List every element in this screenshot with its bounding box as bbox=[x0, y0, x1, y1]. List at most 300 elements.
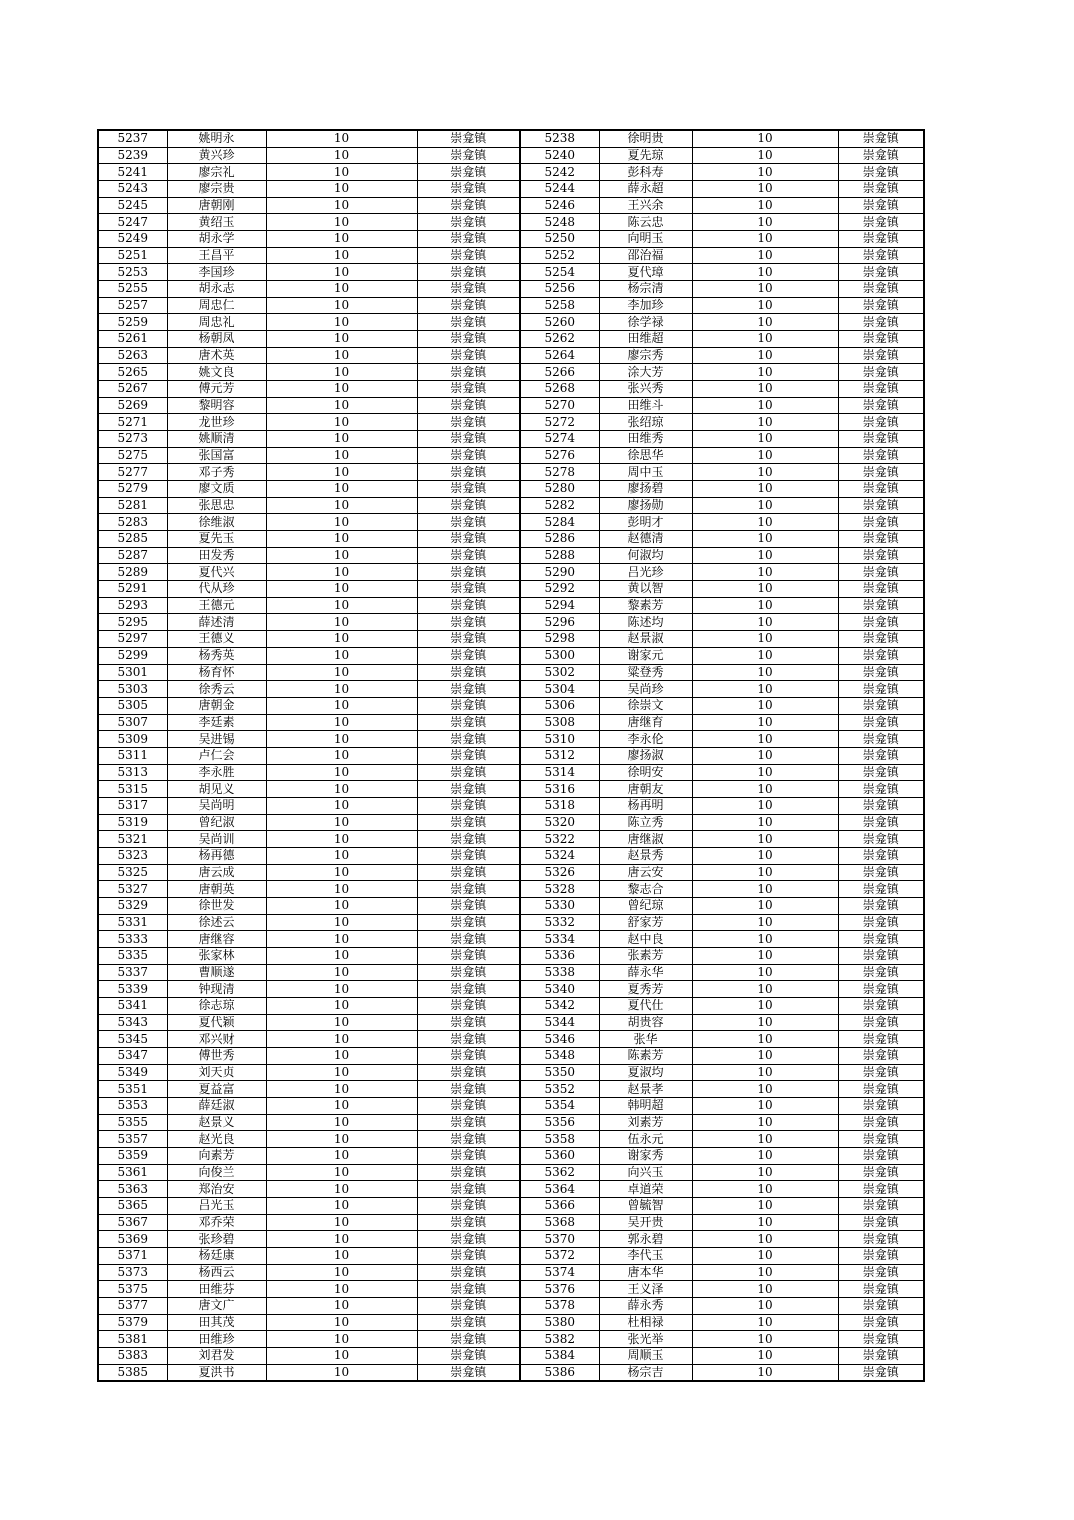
serial-cell: 5251 bbox=[98, 247, 167, 264]
serial-cell: 5313 bbox=[98, 764, 167, 781]
amount-cell: 10 bbox=[266, 264, 417, 281]
town-cell: 崇龛镇 bbox=[417, 614, 520, 631]
amount-cell: 10 bbox=[266, 564, 417, 581]
town-cell: 崇龛镇 bbox=[417, 1281, 520, 1298]
town-cell: 崇龛镇 bbox=[417, 697, 520, 714]
name-cell: 郑治安 bbox=[167, 1181, 266, 1198]
amount-cell: 10 bbox=[692, 931, 838, 948]
amount-cell: 10 bbox=[266, 731, 417, 748]
table-row bbox=[98, 231, 924, 248]
amount-cell: 10 bbox=[266, 714, 417, 731]
name-cell: 钟现清 bbox=[167, 981, 266, 998]
town-cell: 崇龛镇 bbox=[417, 1147, 520, 1164]
table-row bbox=[98, 247, 924, 264]
table-row bbox=[98, 831, 924, 848]
amount-cell: 10 bbox=[266, 947, 417, 964]
table-row bbox=[98, 464, 924, 481]
town-cell: 崇龛镇 bbox=[417, 631, 520, 648]
serial-cell: 5322 bbox=[520, 831, 599, 848]
table-row bbox=[98, 314, 924, 331]
amount-cell: 10 bbox=[692, 797, 838, 814]
amount-cell: 10 bbox=[266, 1198, 417, 1215]
name-cell: 曾纪琼 bbox=[599, 897, 692, 914]
name-cell: 曾毓智 bbox=[599, 1198, 692, 1215]
serial-cell: 5276 bbox=[520, 447, 599, 464]
serial-cell: 5305 bbox=[98, 697, 167, 714]
serial-cell: 5248 bbox=[520, 214, 599, 231]
table-row bbox=[98, 431, 924, 448]
serial-cell: 5243 bbox=[98, 181, 167, 198]
town-cell: 崇龛镇 bbox=[417, 1031, 520, 1048]
serial-cell: 5340 bbox=[520, 981, 599, 998]
name-cell: 谢家元 bbox=[599, 647, 692, 664]
amount-cell: 10 bbox=[692, 181, 838, 198]
amount-cell: 10 bbox=[266, 1264, 417, 1281]
name-cell: 廖扬淑 bbox=[599, 747, 692, 764]
town-cell: 崇龛镇 bbox=[838, 1348, 924, 1365]
town-cell: 崇龛镇 bbox=[838, 431, 924, 448]
amount-cell: 10 bbox=[692, 1064, 838, 1081]
amount-cell: 10 bbox=[692, 1131, 838, 1148]
amount-cell: 10 bbox=[266, 364, 417, 381]
serial-cell: 5372 bbox=[520, 1248, 599, 1265]
name-cell: 伍永元 bbox=[599, 1131, 692, 1148]
serial-cell: 5240 bbox=[520, 147, 599, 164]
amount-cell: 10 bbox=[266, 747, 417, 764]
amount-cell: 10 bbox=[692, 1114, 838, 1131]
amount-cell: 10 bbox=[266, 1298, 417, 1315]
town-cell: 崇龛镇 bbox=[417, 1014, 520, 1031]
serial-cell: 5288 bbox=[520, 547, 599, 564]
table-row bbox=[98, 1164, 924, 1181]
name-cell: 田维斗 bbox=[599, 397, 692, 414]
town-cell: 崇龛镇 bbox=[838, 564, 924, 581]
town-cell: 崇龛镇 bbox=[417, 447, 520, 464]
serial-cell: 5385 bbox=[98, 1364, 167, 1381]
name-cell: 张家林 bbox=[167, 947, 266, 964]
town-cell: 崇龛镇 bbox=[838, 497, 924, 514]
amount-cell: 10 bbox=[692, 331, 838, 348]
town-cell: 崇龛镇 bbox=[417, 347, 520, 364]
name-cell: 徐志琼 bbox=[167, 997, 266, 1014]
name-cell: 田发秀 bbox=[167, 547, 266, 564]
serial-cell: 5261 bbox=[98, 331, 167, 348]
town-cell: 崇龛镇 bbox=[417, 964, 520, 981]
table-row bbox=[98, 1114, 924, 1131]
name-cell: 廖宗礼 bbox=[167, 164, 266, 181]
amount-cell: 10 bbox=[266, 897, 417, 914]
serial-cell: 5350 bbox=[520, 1064, 599, 1081]
name-cell: 唐朝英 bbox=[167, 881, 266, 898]
serial-cell: 5247 bbox=[98, 214, 167, 231]
name-cell: 杜相禄 bbox=[599, 1314, 692, 1331]
amount-cell: 10 bbox=[692, 464, 838, 481]
amount-cell: 10 bbox=[692, 831, 838, 848]
amount-cell: 10 bbox=[266, 397, 417, 414]
amount-cell: 10 bbox=[266, 931, 417, 948]
town-cell: 崇龛镇 bbox=[417, 997, 520, 1014]
serial-cell: 5293 bbox=[98, 597, 167, 614]
amount-cell: 10 bbox=[692, 1231, 838, 1248]
table-row bbox=[98, 514, 924, 531]
serial-cell: 5310 bbox=[520, 731, 599, 748]
name-cell: 代从珍 bbox=[167, 581, 266, 598]
name-cell: 谢家秀 bbox=[599, 1147, 692, 1164]
serial-cell: 5326 bbox=[520, 864, 599, 881]
name-cell: 夏代兴 bbox=[167, 564, 266, 581]
name-cell: 粱登秀 bbox=[599, 664, 692, 681]
amount-cell: 10 bbox=[266, 297, 417, 314]
amount-cell: 10 bbox=[692, 1331, 838, 1348]
name-cell: 黄兴珍 bbox=[167, 147, 266, 164]
name-cell: 唐云成 bbox=[167, 864, 266, 881]
name-cell: 田维珍 bbox=[167, 1331, 266, 1348]
amount-cell: 10 bbox=[692, 314, 838, 331]
table-row bbox=[98, 714, 924, 731]
serial-cell: 5314 bbox=[520, 764, 599, 781]
serial-cell: 5368 bbox=[520, 1214, 599, 1231]
name-cell: 夏先琼 bbox=[599, 147, 692, 164]
name-cell: 杨育怀 bbox=[167, 664, 266, 681]
table-row bbox=[98, 1097, 924, 1114]
town-cell: 崇龛镇 bbox=[838, 130, 924, 147]
name-cell: 胡永学 bbox=[167, 231, 266, 248]
name-cell: 姚文良 bbox=[167, 364, 266, 381]
serial-cell: 5347 bbox=[98, 1047, 167, 1064]
serial-cell: 5317 bbox=[98, 797, 167, 814]
table-row bbox=[98, 1348, 924, 1365]
town-cell: 崇龛镇 bbox=[838, 414, 924, 431]
name-cell: 刘素芳 bbox=[599, 1114, 692, 1131]
amount-cell: 10 bbox=[692, 681, 838, 698]
amount-cell: 10 bbox=[266, 1281, 417, 1298]
amount-cell: 10 bbox=[266, 697, 417, 714]
name-cell: 黎素芳 bbox=[599, 597, 692, 614]
serial-cell: 5361 bbox=[98, 1164, 167, 1181]
table-row bbox=[98, 947, 924, 964]
town-cell: 崇龛镇 bbox=[417, 1248, 520, 1265]
serial-cell: 5328 bbox=[520, 881, 599, 898]
amount-cell: 10 bbox=[692, 631, 838, 648]
amount-cell: 10 bbox=[266, 514, 417, 531]
name-cell: 薛永秀 bbox=[599, 1298, 692, 1315]
name-cell: 赵中良 bbox=[599, 931, 692, 948]
town-cell: 崇龛镇 bbox=[417, 1081, 520, 1098]
name-cell: 赵景义 bbox=[167, 1114, 266, 1131]
amount-cell: 10 bbox=[692, 1214, 838, 1231]
serial-cell: 5278 bbox=[520, 464, 599, 481]
town-cell: 崇龛镇 bbox=[838, 747, 924, 764]
amount-cell: 10 bbox=[266, 814, 417, 831]
serial-cell: 5263 bbox=[98, 347, 167, 364]
serial-cell: 5331 bbox=[98, 914, 167, 931]
amount-cell: 10 bbox=[692, 664, 838, 681]
name-cell: 王昌平 bbox=[167, 247, 266, 264]
town-cell: 崇龛镇 bbox=[417, 1348, 520, 1365]
amount-cell: 10 bbox=[266, 347, 417, 364]
serial-cell: 5336 bbox=[520, 947, 599, 964]
amount-cell: 10 bbox=[266, 214, 417, 231]
amount-cell: 10 bbox=[692, 197, 838, 214]
amount-cell: 10 bbox=[692, 881, 838, 898]
serial-cell: 5275 bbox=[98, 447, 167, 464]
serial-cell: 5307 bbox=[98, 714, 167, 731]
serial-cell: 5299 bbox=[98, 647, 167, 664]
amount-cell: 10 bbox=[692, 247, 838, 264]
table-row bbox=[98, 447, 924, 464]
amount-cell: 10 bbox=[692, 447, 838, 464]
amount-cell: 10 bbox=[692, 347, 838, 364]
town-cell: 崇龛镇 bbox=[838, 1198, 924, 1215]
town-cell: 崇龛镇 bbox=[417, 181, 520, 198]
amount-cell: 10 bbox=[266, 1231, 417, 1248]
table-body bbox=[98, 130, 924, 1381]
town-cell: 崇龛镇 bbox=[417, 1064, 520, 1081]
serial-cell: 5375 bbox=[98, 1281, 167, 1298]
table-row bbox=[98, 631, 924, 648]
name-cell: 向素芳 bbox=[167, 1147, 266, 1164]
serial-cell: 5373 bbox=[98, 1264, 167, 1281]
table-row bbox=[98, 697, 924, 714]
serial-cell: 5359 bbox=[98, 1147, 167, 1164]
serial-cell: 5345 bbox=[98, 1031, 167, 1048]
name-cell: 夏代璋 bbox=[599, 264, 692, 281]
name-cell: 吴尚明 bbox=[167, 797, 266, 814]
amount-cell: 10 bbox=[692, 547, 838, 564]
serial-cell: 5273 bbox=[98, 431, 167, 448]
amount-cell: 10 bbox=[266, 1081, 417, 1098]
serial-cell: 5287 bbox=[98, 547, 167, 564]
amount-cell: 10 bbox=[692, 1264, 838, 1281]
serial-cell: 5379 bbox=[98, 1314, 167, 1331]
table-row bbox=[98, 481, 924, 498]
town-cell: 崇龛镇 bbox=[417, 281, 520, 298]
name-cell: 唐本华 bbox=[599, 1264, 692, 1281]
name-cell: 薛永超 bbox=[599, 181, 692, 198]
table-row bbox=[98, 1198, 924, 1215]
town-cell: 崇龛镇 bbox=[838, 381, 924, 398]
town-cell: 崇龛镇 bbox=[838, 814, 924, 831]
table-row bbox=[98, 764, 924, 781]
town-cell: 崇龛镇 bbox=[838, 314, 924, 331]
amount-cell: 10 bbox=[266, 281, 417, 298]
amount-cell: 10 bbox=[266, 764, 417, 781]
amount-cell: 10 bbox=[266, 314, 417, 331]
name-cell: 徐世发 bbox=[167, 897, 266, 914]
town-cell: 崇龛镇 bbox=[417, 414, 520, 431]
amount-cell: 10 bbox=[692, 597, 838, 614]
serial-cell: 5308 bbox=[520, 714, 599, 731]
serial-cell: 5363 bbox=[98, 1181, 167, 1198]
town-cell: 崇龛镇 bbox=[838, 1064, 924, 1081]
name-cell: 傅元芳 bbox=[167, 381, 266, 398]
town-cell: 崇龛镇 bbox=[838, 1097, 924, 1114]
name-cell: 傅世秀 bbox=[167, 1047, 266, 1064]
serial-cell: 5354 bbox=[520, 1097, 599, 1114]
name-cell: 涂大芳 bbox=[599, 364, 692, 381]
table-row bbox=[98, 564, 924, 581]
serial-cell: 5364 bbox=[520, 1181, 599, 1198]
town-cell: 崇龛镇 bbox=[417, 564, 520, 581]
town-cell: 崇龛镇 bbox=[838, 531, 924, 548]
name-cell: 杨秀英 bbox=[167, 647, 266, 664]
table-row bbox=[98, 781, 924, 798]
serial-cell: 5360 bbox=[520, 1147, 599, 1164]
town-cell: 崇龛镇 bbox=[838, 831, 924, 848]
town-cell: 崇龛镇 bbox=[417, 647, 520, 664]
town-cell: 崇龛镇 bbox=[417, 1298, 520, 1315]
table-row bbox=[98, 1248, 924, 1265]
town-cell: 崇龛镇 bbox=[838, 997, 924, 1014]
amount-cell: 10 bbox=[266, 164, 417, 181]
table-row bbox=[98, 797, 924, 814]
serial-cell: 5318 bbox=[520, 797, 599, 814]
town-cell: 崇龛镇 bbox=[838, 464, 924, 481]
name-cell: 刘天贞 bbox=[167, 1064, 266, 1081]
town-cell: 崇龛镇 bbox=[417, 664, 520, 681]
table-row bbox=[98, 1231, 924, 1248]
serial-cell: 5319 bbox=[98, 814, 167, 831]
table-row bbox=[98, 331, 924, 348]
name-cell: 廖扬勋 bbox=[599, 497, 692, 514]
amount-cell: 10 bbox=[266, 1031, 417, 1048]
amount-cell: 10 bbox=[266, 247, 417, 264]
name-cell: 夏益富 bbox=[167, 1081, 266, 1098]
table-row bbox=[98, 664, 924, 681]
serial-cell: 5246 bbox=[520, 197, 599, 214]
amount-cell: 10 bbox=[266, 797, 417, 814]
amount-cell: 10 bbox=[266, 664, 417, 681]
name-cell: 向俊兰 bbox=[167, 1164, 266, 1181]
name-cell: 王义泽 bbox=[599, 1281, 692, 1298]
serial-cell: 5311 bbox=[98, 747, 167, 764]
town-cell: 崇龛镇 bbox=[417, 981, 520, 998]
table-row bbox=[98, 130, 924, 147]
name-cell: 邓乔荣 bbox=[167, 1214, 266, 1231]
name-cell: 薛述清 bbox=[167, 614, 266, 631]
serial-cell: 5269 bbox=[98, 397, 167, 414]
table-row bbox=[98, 397, 924, 414]
serial-cell: 5320 bbox=[520, 814, 599, 831]
amount-cell: 10 bbox=[266, 331, 417, 348]
town-cell: 崇龛镇 bbox=[417, 481, 520, 498]
name-cell: 徐维淑 bbox=[167, 514, 266, 531]
name-cell: 胡见义 bbox=[167, 781, 266, 798]
table-row bbox=[98, 1064, 924, 1081]
table-row bbox=[98, 264, 924, 281]
name-cell: 夏洪书 bbox=[167, 1364, 266, 1381]
name-cell: 杨廷康 bbox=[167, 1248, 266, 1265]
town-cell: 崇龛镇 bbox=[417, 331, 520, 348]
amount-cell: 10 bbox=[692, 781, 838, 798]
town-cell: 崇龛镇 bbox=[838, 247, 924, 264]
town-cell: 崇龛镇 bbox=[417, 1164, 520, 1181]
serial-cell: 5253 bbox=[98, 264, 167, 281]
table-row bbox=[98, 1298, 924, 1315]
amount-cell: 10 bbox=[266, 864, 417, 881]
town-cell: 崇龛镇 bbox=[417, 831, 520, 848]
town-cell: 崇龛镇 bbox=[417, 781, 520, 798]
town-cell: 崇龛镇 bbox=[417, 431, 520, 448]
amount-cell: 10 bbox=[692, 481, 838, 498]
amount-cell: 10 bbox=[692, 897, 838, 914]
amount-cell: 10 bbox=[692, 164, 838, 181]
town-cell: 崇龛镇 bbox=[838, 364, 924, 381]
town-cell: 崇龛镇 bbox=[417, 1331, 520, 1348]
amount-cell: 10 bbox=[692, 1348, 838, 1365]
amount-cell: 10 bbox=[692, 1298, 838, 1315]
amount-cell: 10 bbox=[266, 547, 417, 564]
serial-cell: 5258 bbox=[520, 297, 599, 314]
town-cell: 崇龛镇 bbox=[417, 731, 520, 748]
name-cell: 王德元 bbox=[167, 597, 266, 614]
amount-cell: 10 bbox=[266, 1131, 417, 1148]
amount-cell: 10 bbox=[692, 1031, 838, 1048]
name-cell: 彭科寿 bbox=[599, 164, 692, 181]
name-cell: 陈述均 bbox=[599, 614, 692, 631]
serial-cell: 5358 bbox=[520, 1131, 599, 1148]
name-cell: 薛永华 bbox=[599, 964, 692, 981]
serial-cell: 5324 bbox=[520, 847, 599, 864]
town-cell: 崇龛镇 bbox=[838, 914, 924, 931]
serial-cell: 5301 bbox=[98, 664, 167, 681]
table-row bbox=[98, 281, 924, 298]
town-cell: 崇龛镇 bbox=[838, 1181, 924, 1198]
name-cell: 吴进锡 bbox=[167, 731, 266, 748]
table-row bbox=[98, 614, 924, 631]
town-cell: 崇龛镇 bbox=[838, 981, 924, 998]
serial-cell: 5254 bbox=[520, 264, 599, 281]
name-cell: 廖文质 bbox=[167, 481, 266, 498]
amount-cell: 10 bbox=[266, 964, 417, 981]
town-cell: 崇龛镇 bbox=[417, 147, 520, 164]
amount-cell: 10 bbox=[692, 847, 838, 864]
amount-cell: 10 bbox=[266, 831, 417, 848]
town-cell: 崇龛镇 bbox=[417, 797, 520, 814]
town-cell: 崇龛镇 bbox=[838, 447, 924, 464]
amount-cell: 10 bbox=[266, 497, 417, 514]
town-cell: 崇龛镇 bbox=[417, 1047, 520, 1064]
amount-cell: 10 bbox=[266, 181, 417, 198]
name-cell: 夏代颖 bbox=[167, 1014, 266, 1031]
name-cell: 周顺玉 bbox=[599, 1348, 692, 1365]
name-cell: 杨再明 bbox=[599, 797, 692, 814]
name-cell: 曹顺遂 bbox=[167, 964, 266, 981]
serial-cell: 5370 bbox=[520, 1231, 599, 1248]
name-cell: 向明玉 bbox=[599, 231, 692, 248]
town-cell: 崇龛镇 bbox=[838, 481, 924, 498]
serial-cell: 5330 bbox=[520, 897, 599, 914]
town-cell: 崇龛镇 bbox=[838, 1147, 924, 1164]
town-cell: 崇龛镇 bbox=[838, 1164, 924, 1181]
amount-cell: 10 bbox=[266, 431, 417, 448]
amount-cell: 10 bbox=[692, 1248, 838, 1265]
table-row bbox=[98, 1147, 924, 1164]
serial-cell: 5365 bbox=[98, 1198, 167, 1215]
amount-cell: 10 bbox=[692, 147, 838, 164]
serial-cell: 5377 bbox=[98, 1298, 167, 1315]
town-cell: 崇龛镇 bbox=[838, 164, 924, 181]
amount-cell: 10 bbox=[692, 914, 838, 931]
amount-cell: 10 bbox=[692, 1097, 838, 1114]
table-row bbox=[98, 214, 924, 231]
town-cell: 崇龛镇 bbox=[417, 214, 520, 231]
town-cell: 崇龛镇 bbox=[417, 881, 520, 898]
name-cell: 向兴玉 bbox=[599, 1164, 692, 1181]
name-cell: 曾纪淑 bbox=[167, 814, 266, 831]
table-row bbox=[98, 864, 924, 881]
town-cell: 崇龛镇 bbox=[838, 1231, 924, 1248]
